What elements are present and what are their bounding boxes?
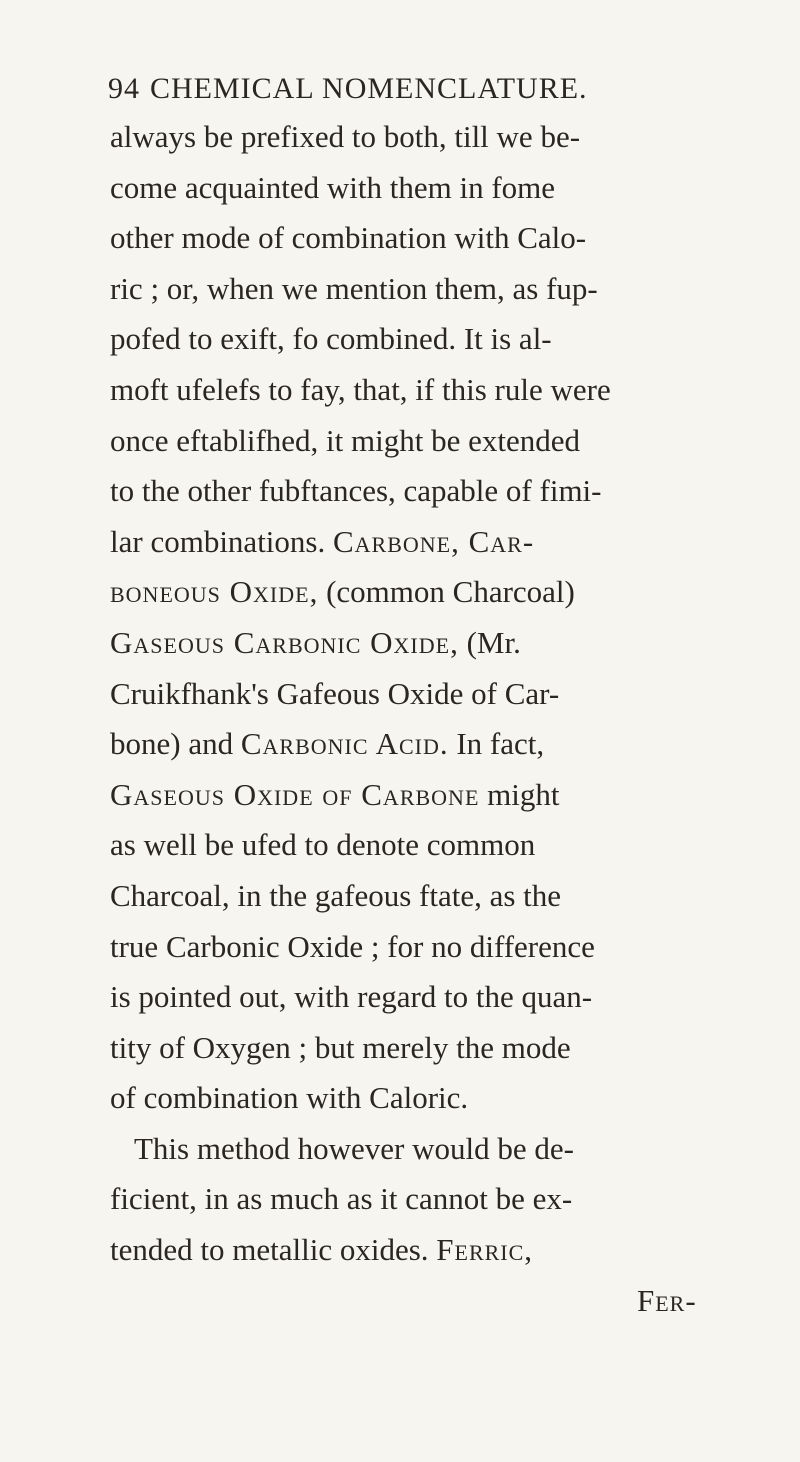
text-segment: ficient, in as much as it cannot be ex-: [110, 1181, 573, 1217]
text-line: [110, 1023, 800, 1074]
text-segment: lar combinations.: [110, 523, 333, 559]
text-segment: This method however would be de-: [134, 1130, 574, 1166]
text-segment: might: [479, 776, 560, 812]
text-line: [110, 314, 800, 365]
running-head: [108, 72, 588, 106]
text-segment: (common Charcoal): [318, 574, 575, 610]
text-segment: pofed to exift, fo combined. It is al-: [110, 321, 552, 357]
text-line: [110, 1225, 800, 1276]
text-line: [110, 618, 800, 669]
text-line: [110, 922, 800, 973]
small-caps-term: Ferric,: [436, 1232, 534, 1268]
text-line: [110, 770, 800, 821]
text-line: [110, 365, 800, 416]
running-title: CHEMICAL NOMENCLATURE.: [150, 72, 588, 105]
text-segment: moft ufelefs to fay, that, if this rule were: [110, 371, 611, 407]
small-caps-term: boneous Oxide,: [110, 574, 319, 610]
text-line: [110, 567, 800, 618]
text-segment: tended to metallic oxides.: [110, 1232, 437, 1268]
text-line: [110, 466, 800, 517]
text-line: [110, 1073, 800, 1124]
text-line: [110, 972, 800, 1023]
small-caps-term: Carbonic Acid.: [240, 726, 449, 762]
text-line: [110, 163, 800, 214]
text-line: [110, 517, 800, 568]
small-caps-term: Gaseous Oxide of Carbone: [110, 776, 480, 812]
text-line: [110, 264, 800, 315]
text-segment: bone) and: [110, 726, 241, 762]
text-segment: always be prefixed to both, till we be-: [110, 119, 581, 154]
text-segment: other mode of combination with Calo-: [110, 220, 587, 256]
text-segment: come acquainted with them in fome: [110, 169, 556, 205]
page-number: 94: [108, 72, 140, 105]
text-segment: once eftablifhed, it might be extended: [110, 422, 580, 458]
text-segment: Cruikfhank's Gafeous Oxide of Car-: [110, 675, 560, 711]
text-segment: In fact,: [448, 726, 545, 762]
text-line: [110, 416, 800, 467]
text-segment: tity of Oxygen ; but merely the mode: [110, 1029, 571, 1065]
text-line: [110, 719, 800, 770]
small-caps-term: Gaseous Carbonic Oxide,: [110, 624, 459, 660]
text-line: [110, 112, 800, 163]
text-line: [110, 213, 800, 264]
text-line: [110, 1174, 800, 1225]
text-segment: of combination with Caloric.: [110, 1080, 469, 1116]
text-segment: ric ; or, when we mention them, as fup-: [110, 270, 598, 306]
catchword-text: Fer-: [637, 1282, 697, 1318]
body-text: [110, 112, 800, 1326]
small-caps-term: Carbone, Car-: [332, 523, 535, 559]
text-segment: to the other fubftances, capable of fimi-: [110, 473, 602, 509]
text-line: [110, 871, 800, 922]
catchword: [110, 1276, 800, 1327]
text-segment: is pointed out, with regard to the quan-: [110, 979, 593, 1015]
text-line: [110, 820, 800, 871]
text-segment: Charcoal, in the gafeous ftate, as the: [110, 877, 562, 913]
text-segment: true Carbonic Oxide ; for no difference: [110, 928, 595, 964]
text-line: [110, 1124, 800, 1175]
text-segment: (Mr.: [458, 624, 521, 660]
text-line: [110, 669, 800, 720]
text-segment: as well be ufed to denote common: [110, 827, 536, 863]
